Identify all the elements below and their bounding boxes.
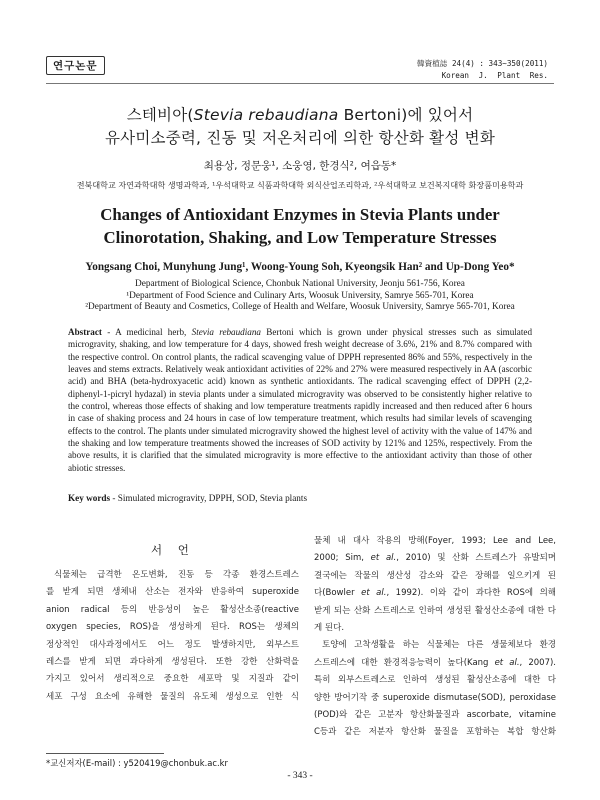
header-rule (46, 83, 554, 84)
intro-column-left (46, 567, 299, 706)
text-line: 양한 방어기작 중 superoxide dismutase(SOD), peroxidase (314, 692, 556, 703)
journal-citation: 韓資植誌 24(4) : 343~350(2011) (417, 59, 548, 68)
journal-name: Korean J. Plant Res. (441, 71, 548, 80)
english-affiliation: ²Department of Beauty and Cosmetics, College of Health and Welfare, Woosuk University, Samrye 565-701, Korea (85, 302, 515, 312)
keywords-text: - Simulated microgravity, DPPH, SOD, Stevia plants (110, 493, 308, 503)
text-line: 물체 내 대사 작용의 방해(Foyer, 1993; Lee and Lee, (314, 536, 556, 546)
korean-title-line2: 유사미소중력, 진동 및 저온처리에 의한 항산화 활성 변화 (105, 129, 495, 147)
text-line: C등과 같은 저분자 항산화 물질을 포함하는 복합 항산화 (314, 727, 556, 738)
english-title-line2: Clinorotation, Shaking, and Low Temperature Stresses (103, 228, 497, 247)
page-number: - 343 - (287, 771, 313, 781)
text-line: 스트레스에 대한 환경적응능력이 높다(Kang et al., 2007). (314, 657, 556, 668)
text-line: 게 된다. (314, 623, 345, 634)
text-line: 레스를 받게 되면 과다하게 생성된다. 또한 강한 산화력을 (46, 657, 299, 668)
english-affiliation: ¹Department of Food Science and Culinary Arts, Woosuk University, Samrye 565-701, Korea (126, 291, 474, 301)
abstract-text: - A medicinal herb, Stevia rebaudiana Bertoni which is grown under physical stresses such as simulated microgravity, shaking, and low temperature for 4 days, showed fresh weight decrease of 3.6%, 21% and 8.7% compared with the respective control. On control plants, the radical scavenging value of DPPH represented 86% and 55%, respectively in the leaves and stems extracts. Relatively weak antioxidant activities of 22% and 27% were measured respectively in AA (ascorbic acid) and BHA (beta-hydroxyacetic acid) known as synthetic antioxidants. The radical scavenging effect of DPPH (2,2-diphenyl-1-picryl hydazal) in stevia plants under a simulated microgravity was observed to be consistently higher relative to the control, whereas those effects of shaking and low temperature treatments rapidly increased and then reduced after 6 hours in case of shaking process and 24 hours in case of low temperature treatment, which results had similar levels of scavenging effects to the control. The plants under simulated microgravity showed the highest level of activity with the value of 147% and the shaking and low temperature treatments showed the increases of SOD activity by 121% and 125%, respectively. From the above results, it is clarified that the simulated microgravity is more effective to the antioxidant activity than those of other abiotic stresses. (68, 327, 533, 473)
keywords-label: Key words (68, 493, 111, 503)
text-line: 정상적인 대사과정에서도 어느 정도 발생하지만, 외부스트 (46, 639, 299, 650)
section-tag: 연구논문 (46, 56, 105, 75)
corresponding-author-footnote: *교신저자(E-mail) : y520419@chonbuk.ac.kr (46, 758, 228, 768)
text-line: 식물체는 급격한 온도변화, 진동 등 각종 환경스트레스 (54, 570, 299, 580)
keywords (68, 493, 307, 503)
text-line: 2000; Sim, et al., 2010) 및 산화 스트레스가 유발되며 (314, 553, 556, 564)
text-line: 다(Bowler et al., 1992). 이와 같이 과다한 ROS에 의해 (314, 588, 556, 599)
text-line: 특히 외부스트레스로 인하여 생성된 활성산소종에 대한 다 (314, 675, 556, 686)
english-authors: Yongsang Choi, Munyhung Jung¹, Woong-Young Soh, Kyeongsik Han² and Up-Dong Yeo* (85, 261, 515, 273)
text-line: 를 받게 되면 생체내 산소는 전자와 반응하여 superoxide (46, 587, 299, 598)
intro-column-right (314, 533, 556, 742)
korean-title-line1-text: 스테비아(Stevia rebaudiana Bertoni)에 있어서 (126, 106, 474, 124)
text-line: 결국에는 작물의 생산성 감소와 같은 장해를 일으키게 된 (314, 570, 556, 581)
text-line: 가지고 있어서 생리적으로 중요한 세포막 및 지질과 같이 (46, 674, 299, 685)
korean-affiliation: 전북대학교 자연과학대학 생명과학과, ¹우석대학교 식품과학대학 외식산업조리학과, ²우석대학교 보건복지대학 화장품미용학과 (76, 180, 524, 190)
section-heading-introduction: 서 언 (151, 543, 195, 557)
footnote-rule (46, 753, 164, 754)
text-line: 받게 되는 산화 스트레스로 인하여 생성된 활성산소종에 대한 다 (314, 605, 556, 616)
text-line: (POD)와 같은 고분자 항산화물질과 ascorbate, vitamine (314, 710, 556, 721)
abstract (68, 326, 532, 474)
english-title-line1: Changes of Antioxidant Enzymes in Stevia Plants under (100, 205, 500, 224)
text-line: anion radical 등의 반응성이 높은 활성산소종(reactive (46, 604, 299, 615)
text-line: 세포 구성 요소에 유해한 물질의 유도체 생성으로 인한 식 (46, 691, 299, 702)
korean-authors: 최용상, 정문웅¹, 소웅영, 한경식², 여읍동* (203, 160, 397, 172)
korean-title-line1 (0, 103, 600, 125)
english-affiliation: Department of Biological Science, Chonbuk National University, Jeonju 561-756, Korea (135, 279, 465, 289)
text-line: oxygen species, ROS)을 생성하게 된다. ROS는 생체의 (46, 622, 299, 633)
text-line: 토양에 고착생활을 하는 식물체는 다른 생물체보다 환경 (322, 640, 556, 651)
abstract-label: Abstract (68, 327, 102, 337)
